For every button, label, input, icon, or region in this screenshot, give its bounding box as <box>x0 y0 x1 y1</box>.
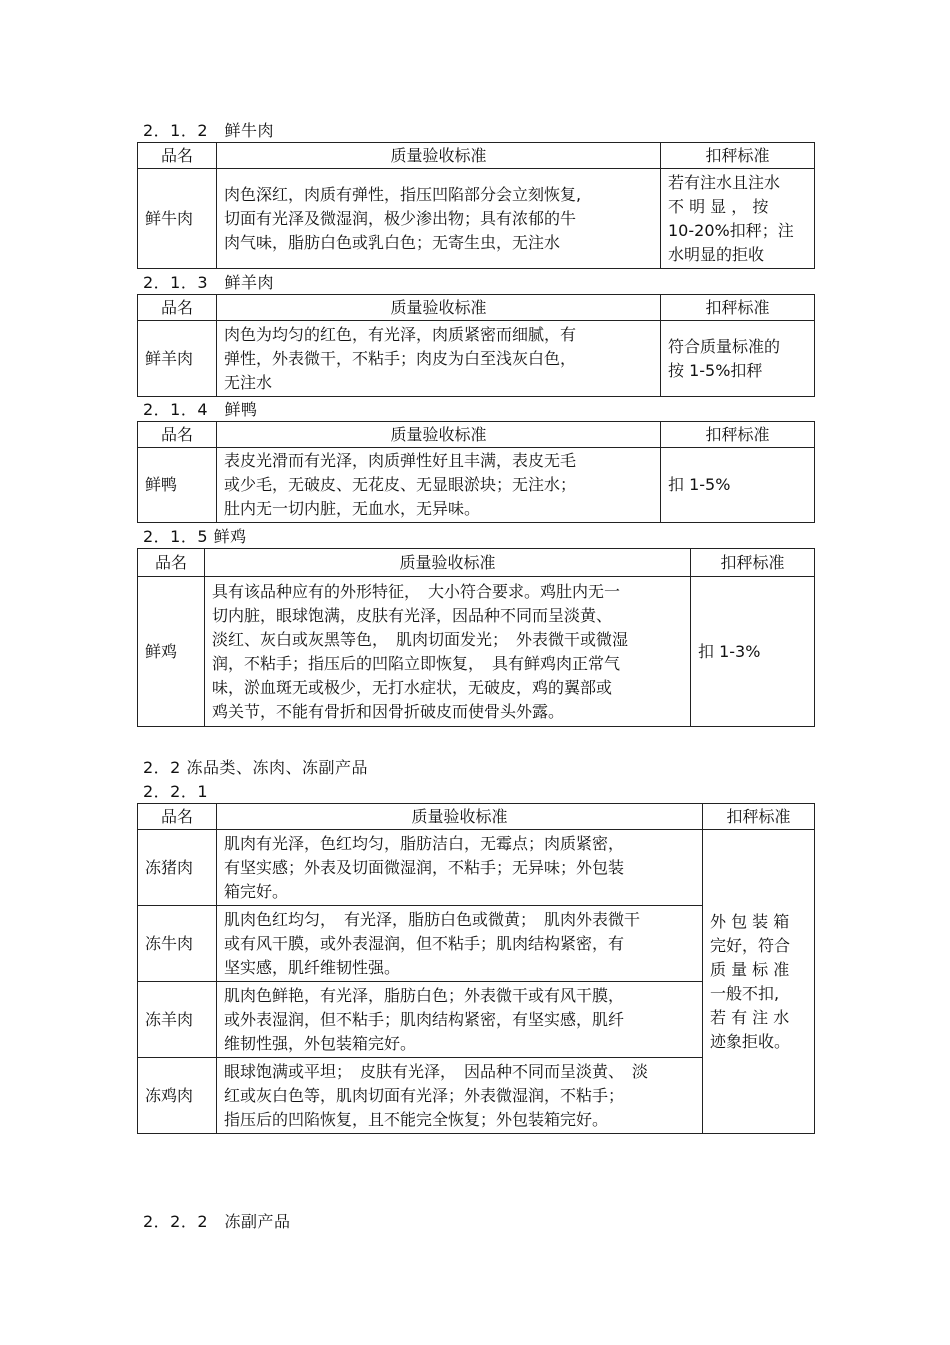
product-name: 鲜鸡 <box>138 577 205 727</box>
quality-standard: 肌肉色鲜艳，有光泽，脂肪白色；外表微干或有风干膜， 或外表湿润，但不粘手；肌肉结构紧密，有坚实感，肌纤 维韧性强，外包装箱完好。 <box>217 982 703 1058</box>
section-heading-byproducts: 2．2．2 冻副产品 <box>143 1212 291 1231</box>
header-name: 品名 <box>138 422 217 448</box>
table-row <box>138 830 815 906</box>
quality-standard: 肉色为均匀的红色，有光泽，肉质紧密而细腻，有 弹性，外表微干，不粘手；肉皮为白至浅灰白色， 无注水 <box>217 321 661 397</box>
header-deduction: 扣秤标准 <box>661 422 815 448</box>
duck-standard-table <box>137 421 815 523</box>
frozen-standard-table <box>137 803 815 1134</box>
header-name: 品名 <box>138 295 217 321</box>
quality-standard: 具有该品种应有的外形特征， 大小符合要求。鸡肚内无一 切内脏，眼球饱满，皮肤有光泽，因品种不同而呈淡黄、 淡红、灰白或灰黑等色， 肌肉切面发光； 外表微干或微湿 润，不粘手；指压后的凹陷立即恢复， 具有鲜鸡肉正常气 味，淤血斑无或极少，无打水症状，无破皮，鸡的翼部或 鸡关节，不能有骨折和因骨折破皮而使骨头外露。 <box>205 577 691 727</box>
quality-standard: 眼球饱满或平坦； 皮肤有光泽， 因品种不同而呈淡黄、 淡 红或灰白色等，肌肉切面有光泽；外表微湿润，不粘手； 指压后的凹陷恢复，且不能完全恢复；外包装箱完好。 <box>217 1058 703 1134</box>
section-heading-chicken: 2．1．5 鲜鸡 <box>143 527 247 546</box>
header-name: 品名 <box>138 143 217 169</box>
deduction-standard: 若有注水且注水 不 明 显 ， 按 10-20%扣秤；注 水明显的拒收 <box>661 169 815 269</box>
deduction-standard: 扣 1-5% <box>661 448 815 523</box>
header-standard: 质量验收标准 <box>217 295 661 321</box>
beef-standard-table <box>137 142 815 269</box>
header-standard: 质量验收标准 <box>217 143 661 169</box>
header-standard: 质量验收标准 <box>205 549 691 577</box>
section-heading-frozen: 2．2 冻品类、冻肉、冻副产品 <box>143 758 368 777</box>
header-standard: 质量验收标准 <box>217 804 703 830</box>
header-deduction: 扣秤标准 <box>661 143 815 169</box>
header-deduction: 扣秤标准 <box>703 804 815 830</box>
product-name: 冻鸡肉 <box>138 1058 217 1134</box>
lamb-standard-table <box>137 294 815 397</box>
header-deduction: 扣秤标准 <box>691 549 815 577</box>
section-heading-duck: 2．1．4 鲜鸭 <box>143 400 258 419</box>
quality-standard: 肌肉色红均匀， 有光泽，脂肪白色或微黄； 肌肉外表微干 或有风干膜，或外表湿润，但不粘手；肌肉结构紧密，有 坚实感，肌纤维韧性强。 <box>217 906 703 982</box>
header-deduction: 扣秤标准 <box>661 295 815 321</box>
quality-standard: 肉色深红，肉质有弹性，指压凹陷部分会立刻恢复, 切面有光泽及微湿润，极少渗出物；具有浓郁的牛 肉气味，脂肪白色或乳白色；无寄生虫，无注水 <box>217 169 661 269</box>
header-name: 品名 <box>138 804 217 830</box>
product-name: 鲜鸭 <box>138 448 217 523</box>
chicken-standard-table <box>137 548 815 727</box>
deduction-standard: 符合质量标准的 按 1-5%扣秤 <box>661 321 815 397</box>
section-heading-lamb: 2．1．3 鲜羊肉 <box>143 273 275 292</box>
product-name: 鲜羊肉 <box>138 321 217 397</box>
quality-standard: 肌肉有光泽，色红均匀，脂肪洁白，无霉点；肉质紧密， 有坚实感；外表及切面微湿润，不粘手；无异味；外包装 箱完好。 <box>217 830 703 906</box>
product-name: 鲜牛肉 <box>138 169 217 269</box>
section-heading-beef: 2．1．2 鲜牛肉 <box>143 121 275 140</box>
header-name: 品名 <box>138 549 205 577</box>
product-name: 冻猪肉 <box>138 830 217 906</box>
deduction-standard: 外 包 装 箱 完好，符合 质 量 标 准 一般不扣, 若 有 注 水 迹象拒收。 <box>703 830 815 1134</box>
quality-standard: 表皮光滑而有光泽，肉质弹性好且丰满，表皮无毛 或少毛，无破皮、无花皮、无显眼淤块；无注水； 肚内无一切内脏，无血水，无异味。 <box>217 448 661 523</box>
product-name: 冻羊肉 <box>138 982 217 1058</box>
header-standard: 质量验收标准 <box>217 422 661 448</box>
subsection-heading-frozen-meat: 2．2．1 <box>143 782 209 801</box>
deduction-standard: 扣 1-3% <box>691 577 815 727</box>
product-name: 冻牛肉 <box>138 906 217 982</box>
